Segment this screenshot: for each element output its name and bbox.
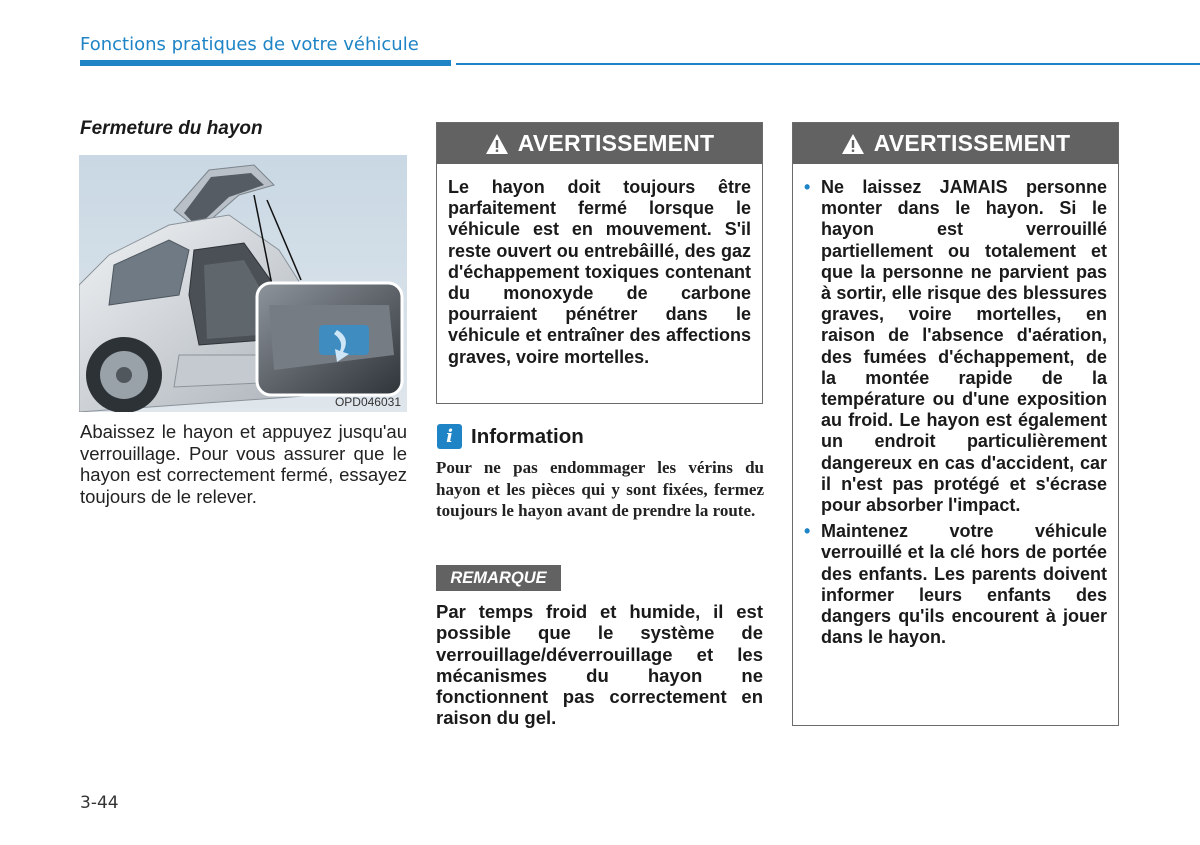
- bullet-dot: •: [804, 521, 811, 542]
- information-heading: [437, 424, 584, 449]
- bullet-text: Ne laissez JAMAIS personne monter dans le hayon. Si le hayon est verrouillé partiellement ou totalement et que la personne ne parvient pas à sortir, elle risque des blessures graves, voire mortelles, en raison de l'absence d'aération, des fumées d'échappement, de la montée rapide de la température ou d'une exposition au froid. Le hayon est également un endroit particulièrement dangereux en cas d'accident, car il n'est pas protégé et s'écrase pour absorber l'impact.: [821, 177, 1107, 516]
- bullet-dot: •: [804, 177, 811, 197]
- warning-label: AVERTISSEMENT: [517, 130, 715, 156]
- info-icon: i: [437, 424, 462, 449]
- information-title: Information: [471, 424, 584, 448]
- remark-text: Par temps froid et humide, il est possible que le système de verrouillage/déverrouillage et les mécanismes du hayon ne fonctionnent pas correctement en raison du gel.: [436, 601, 763, 729]
- tailgate-illustration: [79, 155, 407, 412]
- warning-bullet: [804, 521, 1107, 648]
- page-number: 3-44: [80, 793, 119, 813]
- warning-bullet: [804, 177, 1107, 516]
- remark-label: REMARQUE: [436, 565, 561, 591]
- running-header: Fonctions pratiques de votre véhicule: [80, 34, 419, 55]
- bullet-text: Maintenez votre véhicule verrouillé et la clé hors de portée des enfants. Les parents doivent informer leurs enfants des dangers qu'ils encourent à jouer dans le hayon.: [821, 521, 1107, 648]
- header-rule-thin: [456, 63, 1200, 65]
- warning-triangle-icon: [485, 133, 509, 155]
- figure-code: OPD046031: [334, 395, 401, 409]
- warning-label: AVERTISSEMENT: [873, 130, 1071, 156]
- section-title: Fermeture du hayon: [80, 118, 263, 139]
- warning-box-1: [436, 122, 763, 404]
- warning-bullet-list: [793, 164, 1118, 648]
- instruction-text: Abaissez le hayon et appuyez jusqu'au verrouillage. Pour vous assurer que le hayon est correctement fermé, essayez toujours de le relever.: [80, 421, 407, 507]
- warning-triangle-icon: [841, 133, 865, 155]
- car-tailgate-drawing: [79, 155, 407, 412]
- warning-header: [793, 123, 1118, 164]
- warning-header: [437, 123, 762, 164]
- information-text: Pour ne pas endommager les vérins du hayon et les pièces qui y sont fixées, fermez toujours le hayon avant de prendre la route.: [436, 458, 764, 520]
- warning-text: Le hayon doit toujours être parfaitement fermé lorsque le véhicule est en mouvement. S'il reste ouvert ou entrebâillé, des gaz d'échappement toxiques contenant du monoxyde de carbone pourraient pénétrer dans le véhicule et entraîner des affections graves, voire mortelles.: [448, 177, 751, 367]
- warning-box-2: [792, 122, 1119, 726]
- header-rule-thick: [80, 60, 451, 66]
